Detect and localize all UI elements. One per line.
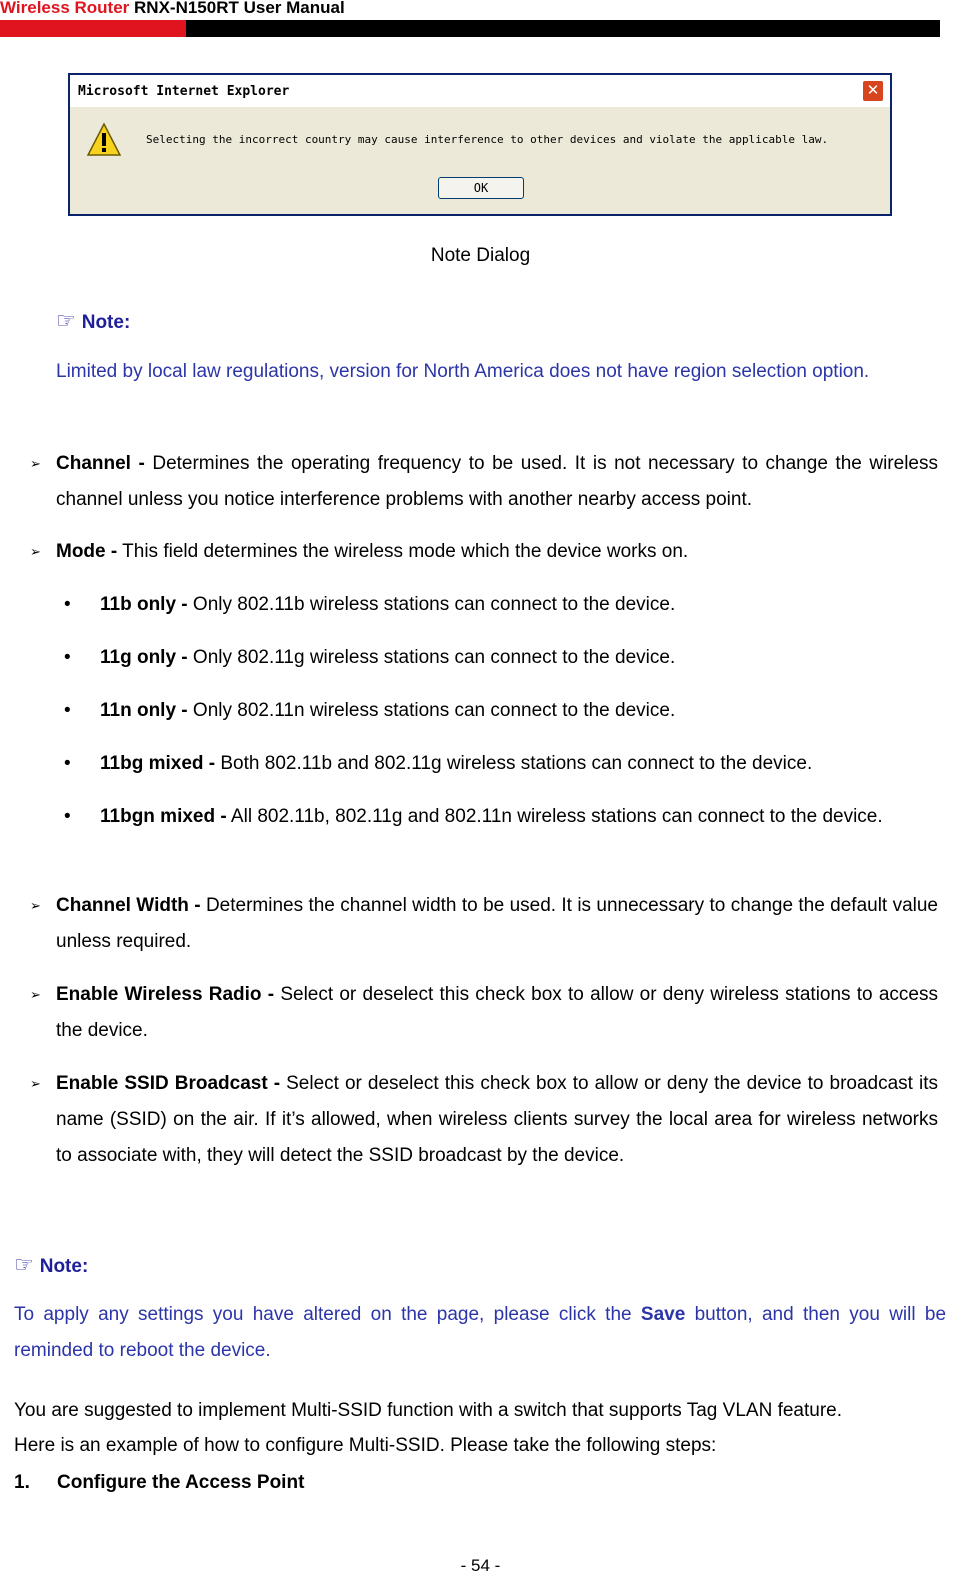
channel-item [56,446,938,518]
mode-option-desc: Only 802.11g wireless stations can connect to the device. [187,647,676,668]
ssid-broadcast-desc: Select or deselect this check box to allow or deny the device to broadcast its name (SSID) on the air. If it’s allowed, when wireless clients survey the local area for wireless networks to associate with, they will detect the SSID broadcast by the device. [56,1073,939,1166]
mode-term: Mode - [56,541,118,562]
step-title: Configure the Access Point [57,1472,305,1493]
dialog-message: Selecting the incorrect country may cause interference to other devices and violate the applicable law. [146,133,829,146]
mode-option-desc: Only 802.11n wireless stations can connect to the device. [187,700,676,721]
ssid-broadcast-item [56,1066,938,1174]
figure-caption: Note Dialog [430,245,531,266]
bullet-icon: • [64,700,71,721]
header-rule-accent [0,20,186,37]
ssid-broadcast-term: Enable SSID Broadcast - [56,1073,281,1094]
note-heading [14,1252,88,1278]
mode-option-term: 11b only - [100,594,188,615]
header-rule [0,20,940,37]
mode-option-11b [100,587,938,623]
mode-option-term: 11bg mixed - [100,753,216,774]
note-dialog-window [68,73,892,216]
mode-option-desc: Both 802.11b and 802.11g wireless stations can connect to the device. [215,753,813,774]
mode-option-11g [100,640,938,676]
ok-button[interactable]: OK [438,177,524,199]
channel-term: Channel - [56,453,145,474]
mode-option-11bgn [100,799,938,835]
channel-width-term: Channel Width - [56,895,201,916]
note-text [14,1297,946,1369]
wireless-radio-desc: Select or deselect this check box to allow or deny wireless stations to access the device. [56,984,938,1041]
mode-option-term: 11g only - [100,647,188,668]
wireless-radio-item [56,977,938,1049]
mode-option-term: 11n only - [100,700,188,721]
channel-desc: Determines the operating frequency to be used. It is not necessary to change the wireless channel unless you notice interference problems with another nearby access point. [56,453,938,510]
dialog-title: Microsoft Internet Explorer [78,84,290,99]
header-brand: Wireless Router [0,0,130,17]
mode-item [56,534,938,570]
bullet-icon: • [64,753,71,774]
pointing-hand-icon: ☞ [14,1252,34,1277]
header-model: RNX-N150RT User Manual [134,0,345,17]
bullet-icon: • [64,594,71,615]
mode-option-11bg [100,746,938,782]
body-line: Here is an example of how to configure Multi-SSID. Please take the following steps: [14,1435,717,1456]
note-text-part: button, and then you will be reminded to reboot the device. [14,1304,947,1361]
channel-width-desc: Determines the channel width to be used. It is unnecessary to change the default value unless required. [56,895,938,952]
close-icon[interactable]: ✕ [862,80,884,102]
arrow-bullet-icon: ➢ [30,456,41,471]
arrow-bullet-icon: ➢ [30,898,41,913]
mode-option-term: 11bgn mixed - [100,806,227,827]
body-line: You are suggested to implement Multi-SSID function with a switch that supports Tag VLAN feature. [14,1400,842,1421]
arrow-bullet-icon: ➢ [30,987,41,1002]
save-emphasis: Save [640,1304,686,1325]
mode-desc: This field determines the wireless mode which the device works on. [117,541,689,562]
note-label: Note: [39,1256,89,1277]
mode-option-11n [100,693,938,729]
note-text: Limited by local law regulations, version for North America does not have region selection option. [56,361,870,382]
bullet-icon: • [64,647,71,668]
note-text-part: To apply any settings you have altered on the page, please click the [14,1304,641,1325]
page-number: - 54 - [460,1556,501,1575]
pointing-hand-icon: ☞ [56,308,76,333]
arrow-bullet-icon: ➢ [30,1076,41,1091]
mode-option-desc: All 802.11b, 802.11g and 802.11n wireless stations can connect to the device. [226,806,883,827]
note-heading [56,308,130,334]
channel-width-item [56,888,938,960]
dialog-titlebar [70,75,890,107]
bullet-icon: • [64,806,71,827]
wireless-radio-term: Enable Wireless Radio - [56,984,275,1005]
step-number: 1. [14,1472,30,1493]
note-label: Note: [81,312,131,333]
mode-option-desc: Only 802.11b wireless stations can connect to the device. [187,594,676,615]
warning-icon [86,122,122,158]
manual-header-title [0,0,345,18]
arrow-bullet-icon: ➢ [30,544,41,559]
